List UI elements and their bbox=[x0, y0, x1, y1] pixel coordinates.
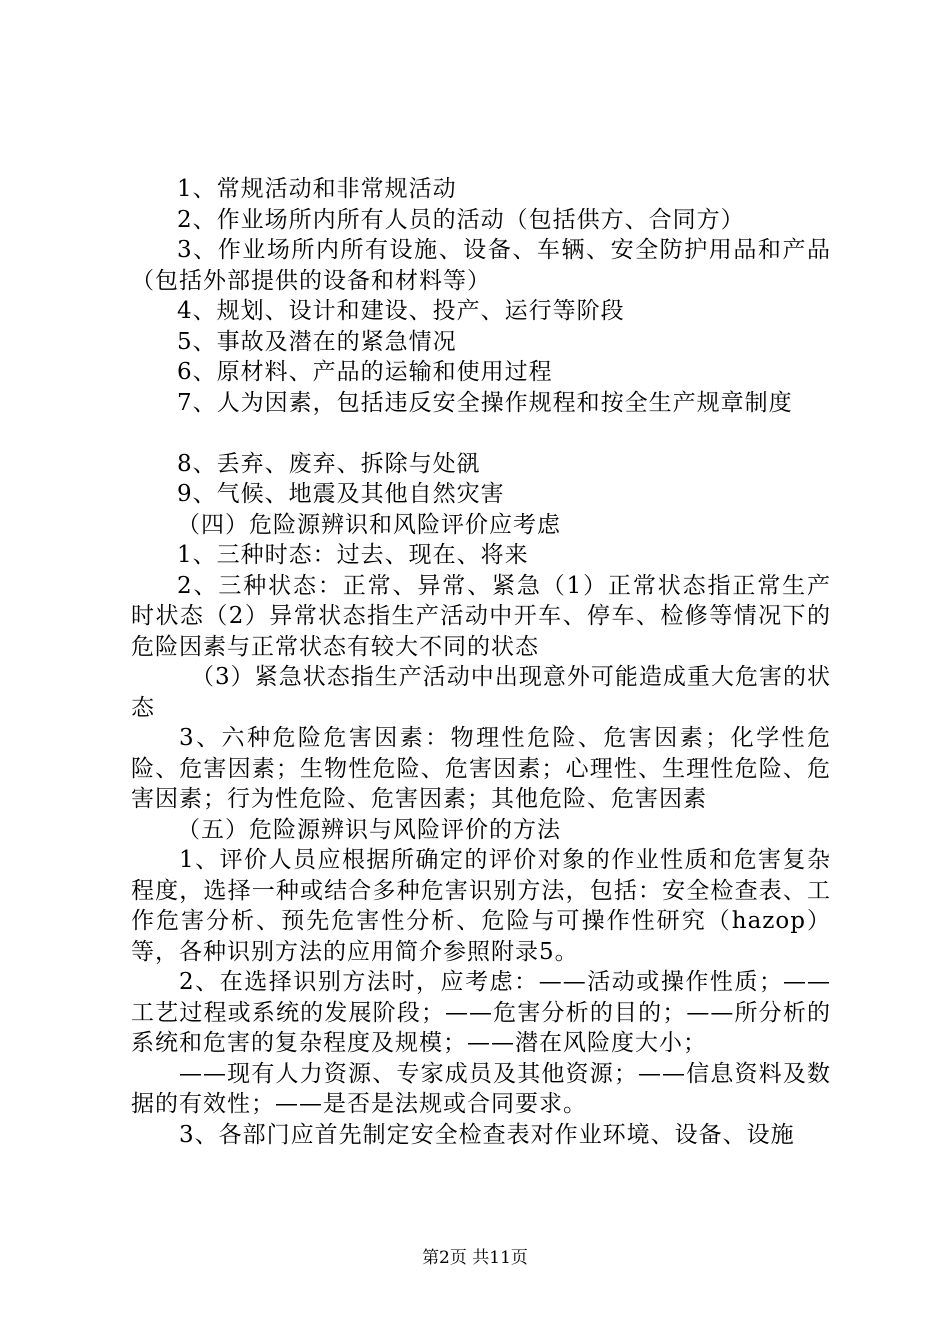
list-item-1: 1、常规活动和非常规活动 bbox=[177, 176, 457, 202]
page-footer: 第2页 共11页 bbox=[422, 1248, 528, 1268]
section-heading-5: （五）危险源辨识与风险评价的方法 bbox=[177, 816, 561, 843]
list-item-5: 5、事故及潜在的紧急情况 bbox=[177, 328, 457, 355]
paragraph-three-tenses: 1、三种时态：过去、现在、将来 bbox=[177, 542, 529, 568]
paragraph-emergency-state: （3）紧急状态指生产活动中出现意外可能造成重大危害的状态 bbox=[131, 664, 831, 721]
list-item-8: 8、丢弃、废弃、拆除与处谻 bbox=[177, 450, 481, 477]
paragraph-six-factors: 3、六种危险危害因素：物理性危险、危害因素；化学性危险、危害因素；生物性危险、危害因素；心理性、生理性危险、危害因素；行为性危险、危害因素；其他危险、危害因素 bbox=[131, 725, 831, 812]
paragraph-methods-1: 1、评价人员应根据所确定的评价对象的作业性质和危害复杂程度，选择一种或结合多种危害识别方法，包括：安全检查表、工作危害分析、预先危害性分析、危险与可操作性研究（hazop）等，各种识别方法的应用简介参照附录5。 bbox=[131, 847, 831, 965]
paragraph-methods-2: 2、在选择识别方法时，应考虑：——活动或操作性质；——工艺过程或系统的发展阶段；——危害分析的目的；——所分析的系统和危害的复杂程度及规模；——潜在风险度大小； bbox=[131, 969, 831, 1056]
paragraph-methods-2-cont: ——现有人力资源、专家成员及其他资源；——信息资料及数据的有效性；——是否是法规或合同要求。 bbox=[131, 1060, 831, 1117]
list-item-2: 2、作业场所内所有人员的活动（包括供方、合同方） bbox=[177, 206, 745, 233]
list-item-4: 4、规划、设计和建设、投产、运行等阶段 bbox=[177, 298, 625, 324]
paragraph-three-states: 2、三种状态：正常、异常、紧急（1）正常状态指正常生产时状态（2）异常状态指生产活动中开车、停车、检修等情况下的危险因素与正常状态有较大不同的状态 bbox=[131, 572, 831, 660]
list-item-3: 3、作业场所内所有设施、设备、车辆、安全防护用品和产品（包括外部提供的设备和材料等） bbox=[131, 237, 831, 294]
list-item-9: 9、气候、地震及其他自然灾害 bbox=[177, 481, 505, 507]
list-item-7: 7、人为因素，包括违反安全操作规程和按全生产规章制度 bbox=[177, 389, 793, 416]
section-heading-4: （四）危险源辨识和风险评价应考虑 bbox=[177, 511, 561, 538]
blank-line bbox=[131, 418, 831, 449]
list-item-6: 6、原材料、产品的运输和使用过程 bbox=[177, 359, 553, 385]
document-body bbox=[131, 174, 831, 1150]
paragraph-methods-3: 3、各部门应首先制定安全检查表对作业环境、设备、设施 bbox=[179, 1121, 795, 1148]
